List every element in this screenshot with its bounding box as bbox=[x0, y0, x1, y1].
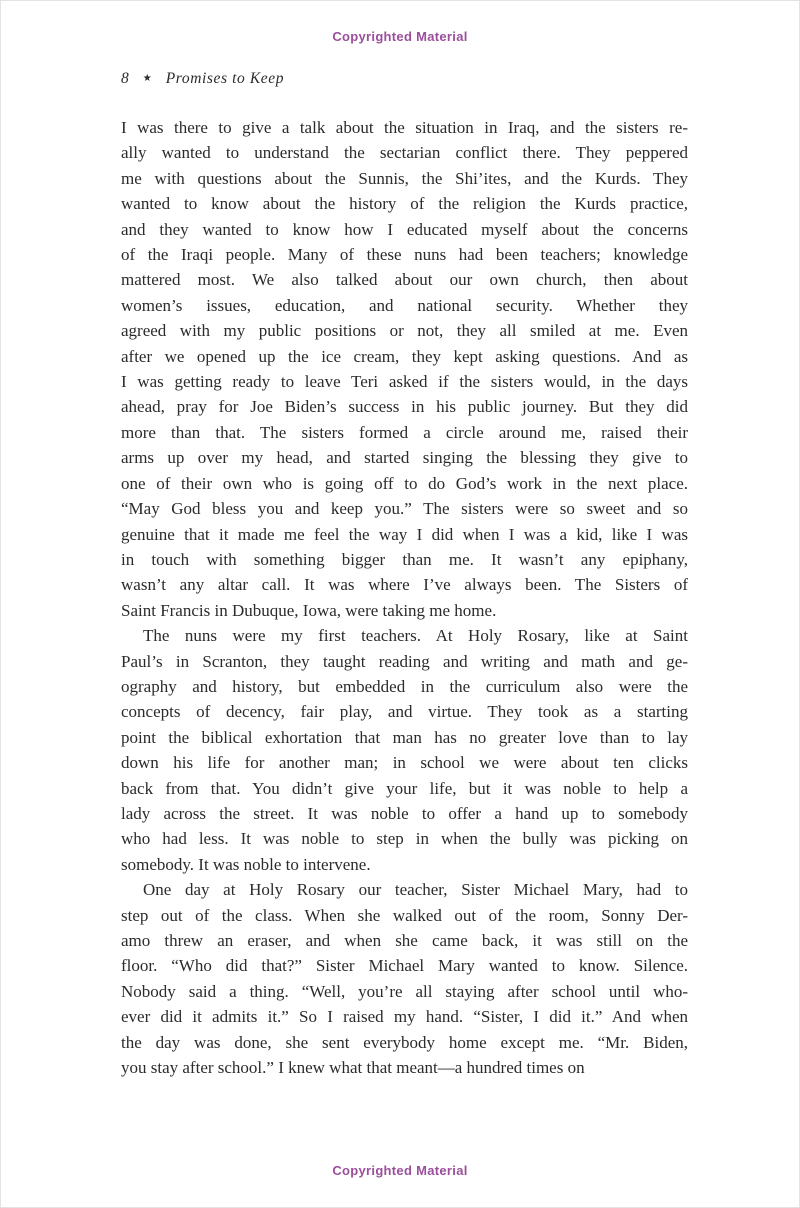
text-line: amo threw an eraser, and when she came back, it was still on the bbox=[121, 931, 688, 950]
body-text bbox=[121, 115, 688, 1080]
paragraph bbox=[121, 115, 688, 623]
text-line: concepts of decency, fair play, and virtue. They took as a starting bbox=[121, 702, 688, 722]
text-line: women’s issues, education, and national security. Whether they bbox=[121, 295, 688, 315]
paragraph bbox=[121, 623, 688, 877]
text-line: Nobody said a thing. “Well, you’re all staying after school until who- bbox=[121, 981, 688, 1001]
copyright-notice-top: Copyrighted Material bbox=[332, 29, 468, 44]
running-title: Promises to Keep bbox=[165, 70, 285, 87]
text-line: point the biblical exhortation that man has no greater love than to lay bbox=[121, 727, 688, 747]
text-line: genuine that it made me feel the way I did when I was a kid, like I was bbox=[121, 524, 688, 544]
paragraph bbox=[121, 877, 688, 1080]
text-line: I was getting ready to leave Teri asked if the sisters would, in the days bbox=[121, 372, 688, 392]
text-line: ever did it admits it.” So I raised my hand. “Sister, I did it.” And when bbox=[121, 1007, 688, 1027]
text-line: and they wanted to know how I educated myself about the concerns bbox=[121, 219, 688, 239]
text-line: ography and history, but embedded in the curriculum also were the bbox=[121, 676, 688, 696]
page-header bbox=[121, 70, 284, 88]
text-line: ahead, pray for Joe Biden’s success in his public journey. But they did bbox=[121, 397, 688, 417]
text-line: you stay after school.” I knew what that meant—a hundred times on bbox=[121, 1058, 585, 1078]
text-line: agreed with my public positions or not, they all smiled at me. Even bbox=[121, 321, 688, 341]
text-line: Paul’s in Scranton, they taught reading and writing and math and ge- bbox=[121, 651, 688, 671]
text-line: “May God bless you and keep you.” The sisters were so sweet and so bbox=[121, 499, 688, 519]
page-number: 8 bbox=[121, 70, 129, 87]
text-line: lady across the street. It was noble to offer a hand up to somebody bbox=[121, 803, 688, 823]
text-line: down his life for another man; in school we were about ten clicks bbox=[121, 753, 688, 773]
text-line: mattered most. We also talked about our own church, then about bbox=[121, 270, 688, 290]
text-line: who had less. It was noble to step in when the bully was picking on bbox=[121, 829, 688, 849]
text-line: after we opened up the ice cream, they kept asking questions. And as bbox=[121, 346, 688, 366]
copyright-notice-bottom: Copyrighted Material bbox=[332, 1163, 468, 1178]
text-line: arms up over my head, and started singing the blessing they give to bbox=[121, 448, 688, 468]
text-line: wanted to know about the history of the religion the Kurds practice, bbox=[121, 194, 688, 214]
text-line: one of their own who is going off to do God’s work in the next place. bbox=[121, 473, 688, 493]
text-line: The nuns were my first teachers. At Holy Rosary, like at Saint bbox=[143, 626, 688, 646]
text-line: more than that. The sisters formed a circle around me, raised their bbox=[121, 422, 688, 442]
text-line: of the Iraqi people. Many of these nuns had been teachers; knowledge bbox=[121, 245, 688, 265]
text-line: Saint Francis in Dubuque, Iowa, were taking me home. bbox=[121, 600, 497, 620]
text-line: step out of the class. When she walked out of the room, Sonny Der- bbox=[121, 905, 688, 925]
text-line: floor. “Who did that?” Sister Michael Mary wanted to know. Silence. bbox=[121, 956, 688, 976]
text-line: I was there to give a talk about the situation in Iraq, and the sisters re- bbox=[121, 118, 688, 137]
text-line: back from that. You didn’t give your life, but it was noble to help a bbox=[121, 778, 688, 798]
text-line: me with questions about the Sunnis, the Shi’ites, and the Kurds. They bbox=[121, 168, 688, 188]
text-line: ally wanted to understand the sectarian conflict there. They peppered bbox=[121, 143, 688, 163]
text-line: somebody. It was noble to intervene. bbox=[121, 854, 371, 874]
text-line: the day was done, she sent everybody home except me. “Mr. Biden, bbox=[121, 1032, 688, 1052]
star-icon: ★ bbox=[142, 73, 152, 84]
text-line: in touch with something bigger than me. It wasn’t any epiphany, bbox=[121, 549, 688, 569]
text-line: One day at Holy Rosary our teacher, Sister Michael Mary, had to bbox=[143, 880, 688, 900]
text-line: wasn’t any altar call. It was where I’ve always been. The Sisters of bbox=[121, 575, 688, 595]
